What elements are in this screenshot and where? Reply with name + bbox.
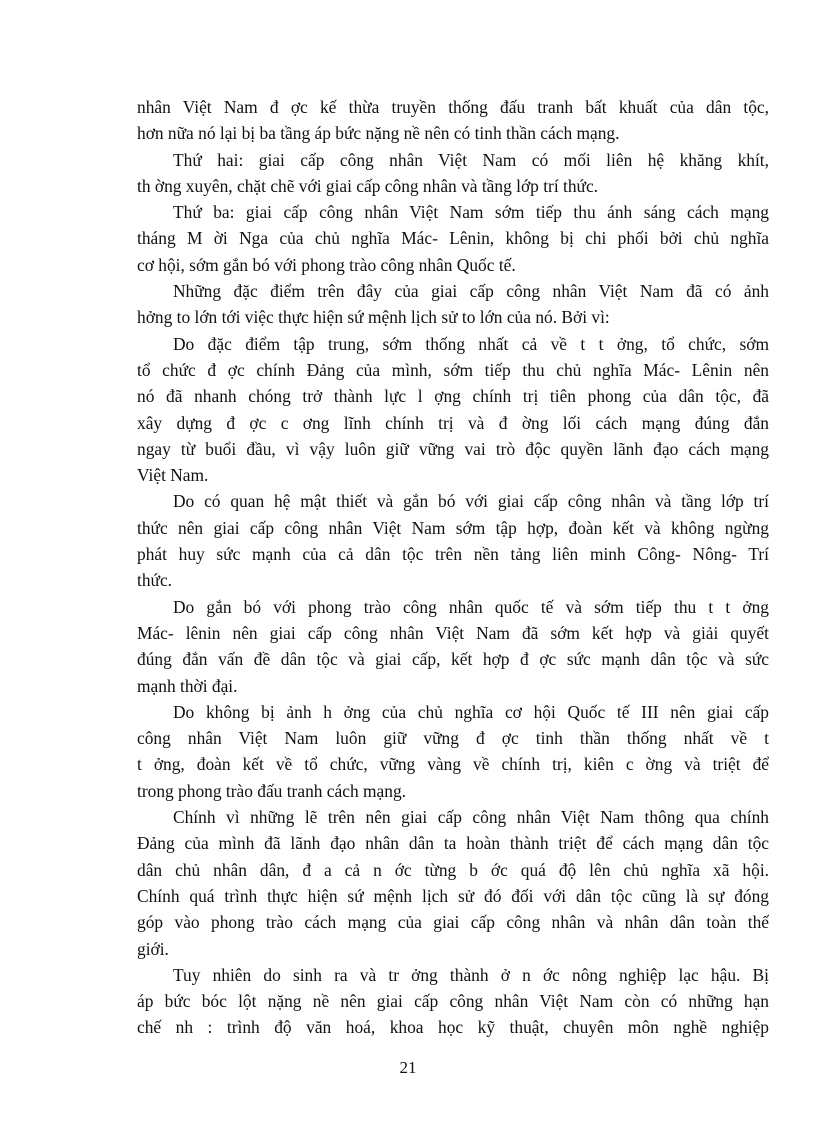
text-line: Thứ ba: giai cấp công nhân Việt Nam sớm tiếp thu ánh sáng cách mạng: [173, 202, 769, 223]
page-number: 21: [399, 1058, 417, 1077]
text-line: tháng M ời Nga của chủ nghĩa Mác- Lênin, không bị chi phối bởi chủ nghĩa: [137, 228, 769, 249]
text-line: hởng to lớn tới việc thực hiện sứ mệnh lịch sử to lớn của nó. Bởi vì:: [137, 307, 610, 328]
text-line: Do có quan hệ mật thiết và gắn bó với giai cấp công nhân và tầng lớp trí: [173, 491, 769, 512]
text-line: Do gắn bó với phong trào công nhân quốc tế và sớm tiếp thu t t ởng: [173, 596, 769, 617]
text-line: nó đã nhanh chóng trở thành lực l ợng chính trị tiên phong của dân tộc, đã: [137, 386, 769, 407]
text-line: dân chủ nhân dân, đ a cả n ớc từng b ớc quá độ lên chủ nghĩa xã hội.: [137, 859, 769, 880]
text-line: giới.: [137, 938, 169, 959]
text-line: t ởng, đoàn kết về tổ chức, vững vàng về chính trị, kiên c ờng và triệt để: [137, 754, 769, 775]
text-line: chế nh : trình độ văn hoá, khoa học kỹ thuật, chuyên môn nghề nghiệp: [137, 1017, 769, 1038]
text-line: nhân Việt Nam đ ợc kế thừa truyền thống đấu tranh bất khuất của dân tộc,: [137, 97, 769, 117]
body-text: [137, 94, 769, 1041]
text-line: th ờng xuyên, chặt chẽ với giai cấp công nhân và tầng lớp trí thức.: [137, 175, 599, 196]
text-line: thức nên giai cấp công nhân Việt Nam sớm tập hợp, đoàn kết và không ngừng: [137, 517, 769, 538]
text-line: tổ chức đ ợc chính Đảng của mình, sớm tiếp thu chủ nghĩa Mác- Lênin nên: [137, 359, 769, 380]
text-line: Những đặc điểm trên đây của giai cấp công nhân Việt Nam đã có ảnh: [173, 281, 769, 302]
text-line: ngay từ buổi đầu, vì vậy luôn giữ vững vai trò độc quyền lãnh đạo cách mạng: [137, 438, 769, 459]
text-line: mạnh thời đại.: [137, 675, 238, 696]
text-line: Thứ hai: giai cấp công nhân Việt Nam có mối liên hệ khăng khít,: [173, 149, 769, 170]
text-line: Chính vì những lẽ trên nên giai cấp công nhân Việt Nam thông qua chính: [173, 807, 769, 828]
text-line: góp vào phong trào cách mạng của giai cấp công nhân và nhân dân toàn thế: [137, 912, 769, 933]
text-line: Tuy nhiên do sinh ra và tr ởng thành ở n ớc nông nghiệp lạc hậu. Bị: [173, 964, 769, 985]
text-line: thức.: [137, 570, 173, 591]
text-line: Đảng của mình đã lãnh đạo nhân dân ta hoàn thành triệt để cách mạng dân tộc: [137, 833, 769, 854]
text-line: phát huy sức mạnh của cả dân tộc trên nền tảng liên minh Công- Nông- Trí: [137, 544, 769, 565]
text-line: Mác- lênin nên giai cấp công nhân Việt Nam đã sớm kết hợp và giải quyết: [137, 622, 769, 643]
text-line: hơn nữa nó lại bị ba tầng áp bức nặng nề nên có tinh thần cách mạng.: [137, 123, 620, 144]
text-line: áp bức bóc lột nặng nề nên giai cấp công nhân Việt Nam còn có những hạn: [137, 991, 769, 1012]
text-line: Việt Nam.: [137, 465, 209, 486]
text-line: công nhân Việt Nam luôn giữ vững đ ợc tinh thần thống nhất về t: [137, 728, 769, 749]
text-line: Do không bị ảnh h ởng của chủ nghĩa cơ hội Quốc tế III nên giai cấp: [173, 701, 769, 722]
text-line: xây dựng đ ợc c ơng lĩnh chính trị và đ ờng lối cách mạng đúng đắn: [137, 412, 769, 433]
text-line: đúng đắn vấn đề dân tộc và giai cấp, kết hợp đ ợc sức mạnh dân tộc và sức: [137, 649, 769, 670]
text-line: Chính quá trình thực hiện sứ mệnh lịch sử đó đối với dân tộc cũng là sự đóng: [137, 885, 769, 906]
text-line: cơ hội, sớm gắn bó với phong trào công nhân Quốc tế.: [137, 254, 516, 275]
text-line: trong phong trào đấu tranh cách mạng.: [137, 780, 406, 801]
text-line: Do đặc điểm tập trung, sớm thống nhất cả về t t ởng, tổ chức, sớm: [173, 333, 769, 354]
